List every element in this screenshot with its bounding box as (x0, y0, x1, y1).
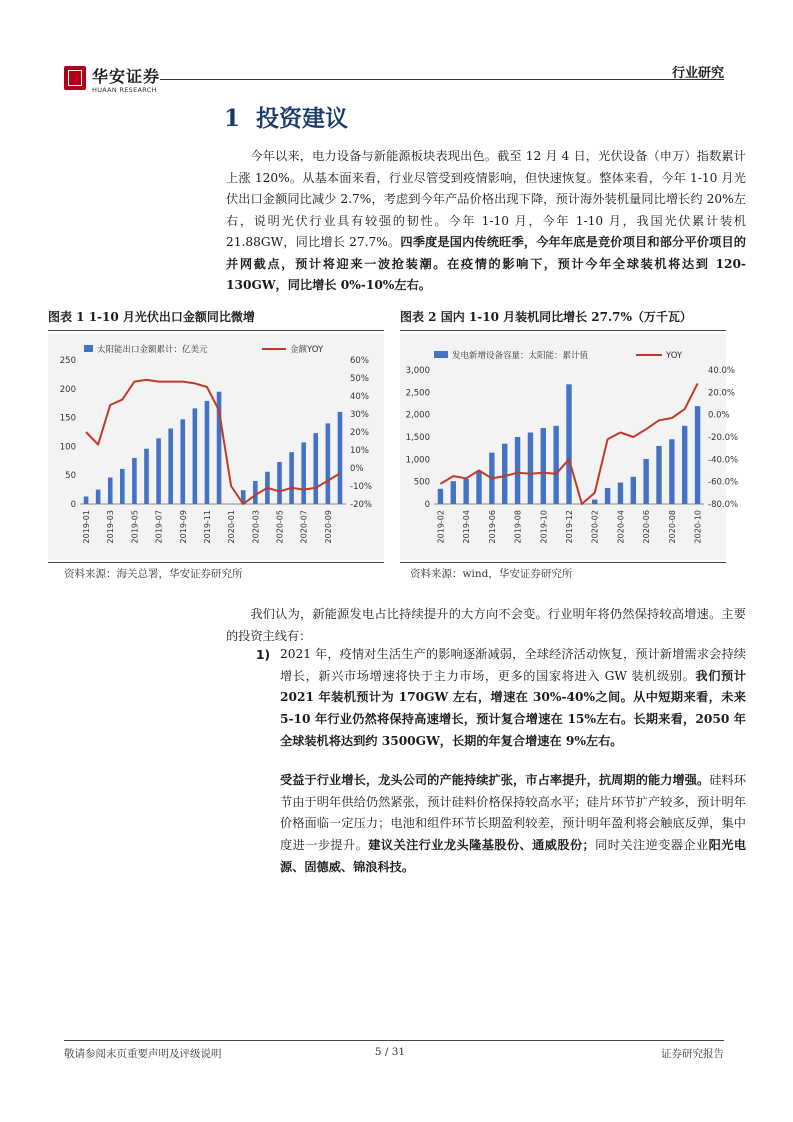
y-right-tick-label: 50% (350, 374, 369, 384)
y-left-tick-label: 3,000 (405, 366, 430, 376)
bar (528, 433, 533, 504)
y-left-tick-label: 500 (413, 477, 430, 488)
x-tick-label: 2020-04 (616, 510, 626, 544)
list-item-text-2 (280, 770, 746, 879)
y-right-tick-label: -80.0% (708, 500, 739, 510)
y-right-tick-label: 30% (350, 410, 369, 420)
y-left-tick-label: 200 (59, 384, 76, 395)
view-paragraph: 我们认为，新能源发电占比持续提升的大方向不会变。行业明年将仍然保持较高增速。主要的投资主线有： (226, 607, 746, 643)
y-right-tick-label: -20.0% (708, 433, 739, 443)
y-left-tick-label: 2,000 (405, 410, 430, 421)
bar (541, 428, 546, 504)
y-right-tick-label: 0.0% (708, 410, 730, 421)
bar (605, 488, 610, 504)
bar (476, 471, 481, 505)
legend-bar-label: 发电新增设备容量：太阳能：累计值 (452, 351, 589, 361)
bar (96, 490, 101, 504)
section-number: 1 (224, 105, 241, 132)
x-tick-label: 2019-07 (154, 510, 164, 544)
bar (180, 419, 185, 504)
figure-2-bottom-rule (400, 562, 726, 563)
y-right-tick-label: 60% (350, 356, 369, 366)
y-right-tick-label: 10% (350, 446, 369, 456)
list-number: 1) (256, 648, 271, 662)
bar (631, 477, 636, 504)
bar (205, 401, 210, 504)
list-p2-bold-2: 建议关注行业龙头隆基股份、通威股份； (368, 838, 595, 853)
x-tick-label: 2020-05 (275, 510, 285, 544)
y-left-tick-label: 250 (59, 356, 76, 366)
bar (168, 429, 173, 504)
page-number: 5 / 31 (374, 1046, 406, 1058)
section-heading (224, 100, 348, 133)
x-tick-label: 2020-10 (693, 510, 703, 544)
logo-english: HUAAN RESEARCH (92, 86, 157, 94)
chart-background (48, 334, 384, 560)
x-tick-label: 2019-06 (487, 510, 497, 544)
bar (695, 406, 700, 504)
bar (682, 426, 687, 504)
bar (289, 452, 294, 504)
x-tick-label: 2020-07 (299, 510, 309, 544)
bar (553, 426, 558, 504)
chart-export-amount (48, 334, 384, 560)
y-right-tick-label: 40.0% (708, 366, 736, 376)
footer-report-type: 证券研究报告 (661, 1048, 724, 1060)
list-p1-text: 2021 年，疫情对生活生产的影响逐渐减弱，全球经济活动恢复，预计新增需求会持续增长，新兴市场增速将快于主力市场，更多的国家将进入 GW 装机级别。 (280, 647, 746, 683)
figure-1-title: 图表 1 1-10 月光伏出口金额同比微增 (48, 310, 255, 324)
x-tick-label: 2020-02 (590, 510, 600, 544)
x-tick-label: 2019-12 (565, 510, 574, 544)
y-left-tick-label: 1,000 (405, 455, 430, 466)
bar (144, 449, 149, 504)
footer-disclaimer: 敬请参阅末页重要声明及评级说明 (64, 1048, 222, 1060)
x-tick-label: 2019-11 (202, 510, 212, 544)
bar (193, 408, 198, 504)
bar (313, 433, 318, 504)
bar (566, 384, 571, 504)
x-tick-label: 2020-09 (323, 510, 333, 544)
legend-bar-swatch (434, 351, 448, 358)
bar (84, 497, 89, 504)
y-right-tick-label: -20% (350, 500, 372, 510)
x-tick-label: 2019-08 (513, 510, 523, 544)
y-left-tick-label: 0 (70, 500, 76, 510)
legend-line-label: 金额YOY (290, 345, 324, 355)
chart-background (400, 334, 726, 560)
bar (592, 500, 597, 504)
figure-2-top-rule (400, 330, 726, 331)
list-item-text (280, 644, 746, 753)
bar (132, 458, 137, 504)
list-p2-bold: 受益于行业增长，龙头公司的产能持续扩张，市占率提升，抗周期的能力增强。 (280, 773, 710, 787)
x-tick-label: 2019-05 (130, 510, 140, 544)
legend-bar-swatch (84, 345, 93, 352)
bar (156, 438, 161, 504)
x-tick-label: 2019-09 (178, 510, 188, 544)
intro-paragraph (226, 146, 746, 297)
bar (301, 442, 306, 504)
y-right-tick-label: -40.0% (708, 455, 739, 466)
list-p2-bold-3: 阳光电源、固德威、锦浪科技。 (280, 838, 747, 874)
report-category: 行业研究 (671, 66, 724, 81)
list-p2-text: 硅料环节由于明年供给仍然紧张，预计硅料价格保持较高水平；硅片环节扩产较多，预计明年价格面临一定压力；电池和组件环节长期盈利较差，预计明年盈利将会触底反弹，集中度进一步提升。 (280, 773, 747, 853)
y-left-tick-label: 100 (59, 442, 76, 453)
logo-emblem-icon (64, 66, 86, 90)
y-left-tick-label: 1,500 (405, 433, 430, 443)
legend-bar-label: 太阳能出口金额累计：亿美元 (97, 345, 208, 355)
y-left-tick-label: 0 (424, 500, 430, 510)
figure-1-top-rule (48, 330, 384, 331)
bar (643, 459, 648, 504)
legend-line-label: YOY (666, 351, 683, 361)
figure-2-title: 图表 2 国内 1-10 月装机同比增长 27.7%（万千瓦） (400, 310, 692, 324)
x-tick-label: 2020-06 (642, 510, 652, 544)
bar (463, 479, 468, 504)
bar (451, 481, 456, 504)
bar (108, 478, 113, 504)
figure-1-source: 资料来源：海关总署，华安证券研究所 (64, 568, 243, 580)
chart-installation-capacity (400, 334, 739, 560)
bar (656, 446, 661, 504)
x-tick-label: 2019-04 (462, 510, 472, 544)
figure-2-source: 资料来源：wind，华安证券研究所 (410, 568, 573, 580)
bar (502, 444, 507, 504)
intro-bold-text: 四季度是国内传统旺季，今年年底是竞价项目和部分平价项目的并网截点，预计将迎来一波抢装潮。在疫情的影响下，预计今年全球装机将达到 120-130GW，同比增长 0%-10%左右。 (226, 235, 746, 292)
bar (669, 439, 674, 504)
bar (253, 481, 258, 504)
section-title: 投资建议 (256, 105, 349, 132)
header-rule (160, 79, 724, 80)
y-right-tick-label: -10% (350, 482, 372, 492)
intro-text: 今年以来，电力设备与新能源板块表现出色。截至 12 月 4 日，光伏设备（申万）指数累计上涨 120%。从基本面来看，行业尽管受到疫情影响，但快速恢复。整体来看，今年 1-10 月光伏出口金额同比减少 2.7%，考虑到今年产品价格出现下降，预计海外装机量同比增长约 20%左右，说明光伏行业具有较强的韧性。今年 1-10 月，今年 1-10 月，我国光伏累计装机 21.88GW，同比增长 27.7%。 (226, 149, 746, 249)
figure-1-bottom-rule (48, 562, 384, 563)
y-right-tick-label: 0% (350, 464, 364, 474)
y-left-tick-label: 150 (59, 413, 76, 424)
list-p1-bold: 我们预计 2021 年装机预计为 170GW 左右，增速在 30%-40%之间。从中短期来看，未来 5-10 年行业仍然将保持高速增长，预计复合增速在 15%左右。长期来看，2050 年全球装机将达到约 3500GW，长期的年复合增速在 9%左右。 (280, 668, 747, 748)
x-tick-label: 2020-08 (667, 510, 677, 544)
x-tick-label: 2019-10 (539, 510, 549, 544)
bar (438, 489, 443, 504)
logo-name: 华安证券 (92, 67, 161, 86)
y-right-tick-label: 40% (350, 392, 369, 402)
bar (338, 412, 343, 504)
x-tick-label: 2019-01 (82, 510, 92, 544)
x-tick-label: 2019-02 (436, 510, 446, 544)
bar (120, 469, 125, 504)
bar (326, 423, 331, 504)
x-tick-label: 2020-03 (251, 510, 261, 544)
x-tick-label: 2020-01 (227, 510, 237, 544)
y-right-tick-label: -60.0% (708, 477, 739, 488)
footer-rule (64, 1040, 724, 1041)
bar (515, 437, 520, 504)
list-p2-text-2: 同时关注逆变器企业 (594, 838, 709, 853)
y-left-tick-label: 2,500 (405, 388, 430, 399)
x-tick-label: 2019-03 (106, 510, 116, 544)
y-right-tick-label: 20.0% (708, 388, 736, 399)
y-left-tick-label: 50 (65, 471, 76, 482)
bar (277, 462, 282, 504)
y-right-tick-label: 20% (350, 428, 369, 438)
bar (618, 483, 623, 504)
